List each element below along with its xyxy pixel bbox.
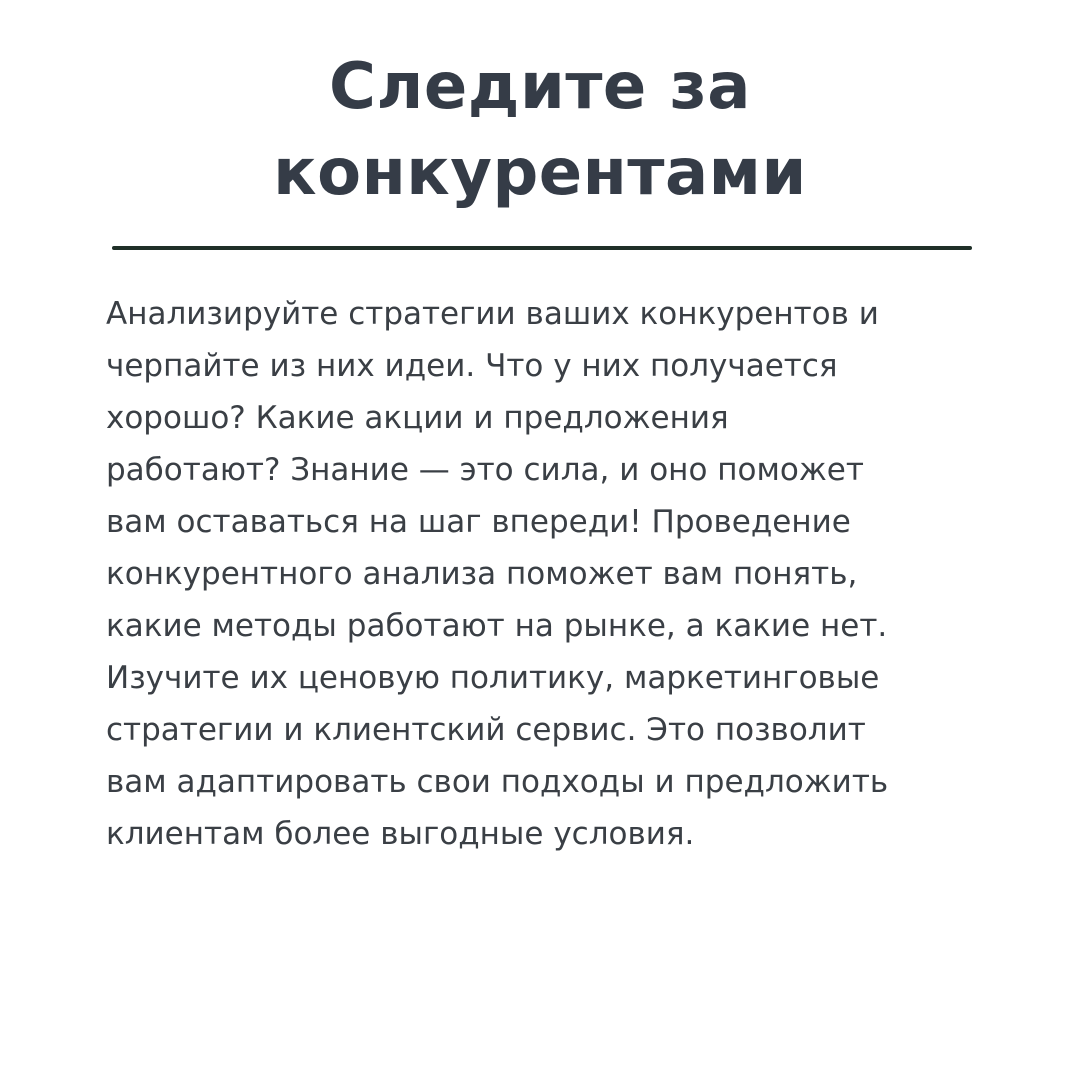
body-line: работают? Знание — это сила, и оно поможет	[106, 452, 864, 488]
body-line: хорошо? Какие акции и предложения	[106, 400, 729, 436]
body-line: Анализируйте стратегии ваших конкурентов и	[106, 296, 879, 332]
title-line: конкурентами	[273, 136, 807, 210]
page-title	[0, 44, 1080, 216]
body-line: стратегии и клиентский сервис. Это позволит	[106, 712, 866, 748]
body-line: вам оставаться на шаг впереди! Проведение	[106, 504, 851, 540]
body-line: Изучите их ценовую политику, маркетинговые	[106, 660, 880, 696]
body-line: клиентам более выгодные условия.	[106, 816, 695, 852]
body-paragraph	[106, 288, 986, 860]
body-line: конкурентного анализа поможет вам понять,	[106, 556, 858, 592]
body-line: какие методы работают на рынке, а какие нет.	[106, 608, 888, 644]
title-line: Следите за	[329, 50, 751, 124]
body-line: вам адаптировать свои подходы и предложить	[106, 764, 889, 800]
title-divider	[112, 246, 972, 250]
body-line: черпайте из них идеи. Что у них получается	[106, 348, 838, 384]
